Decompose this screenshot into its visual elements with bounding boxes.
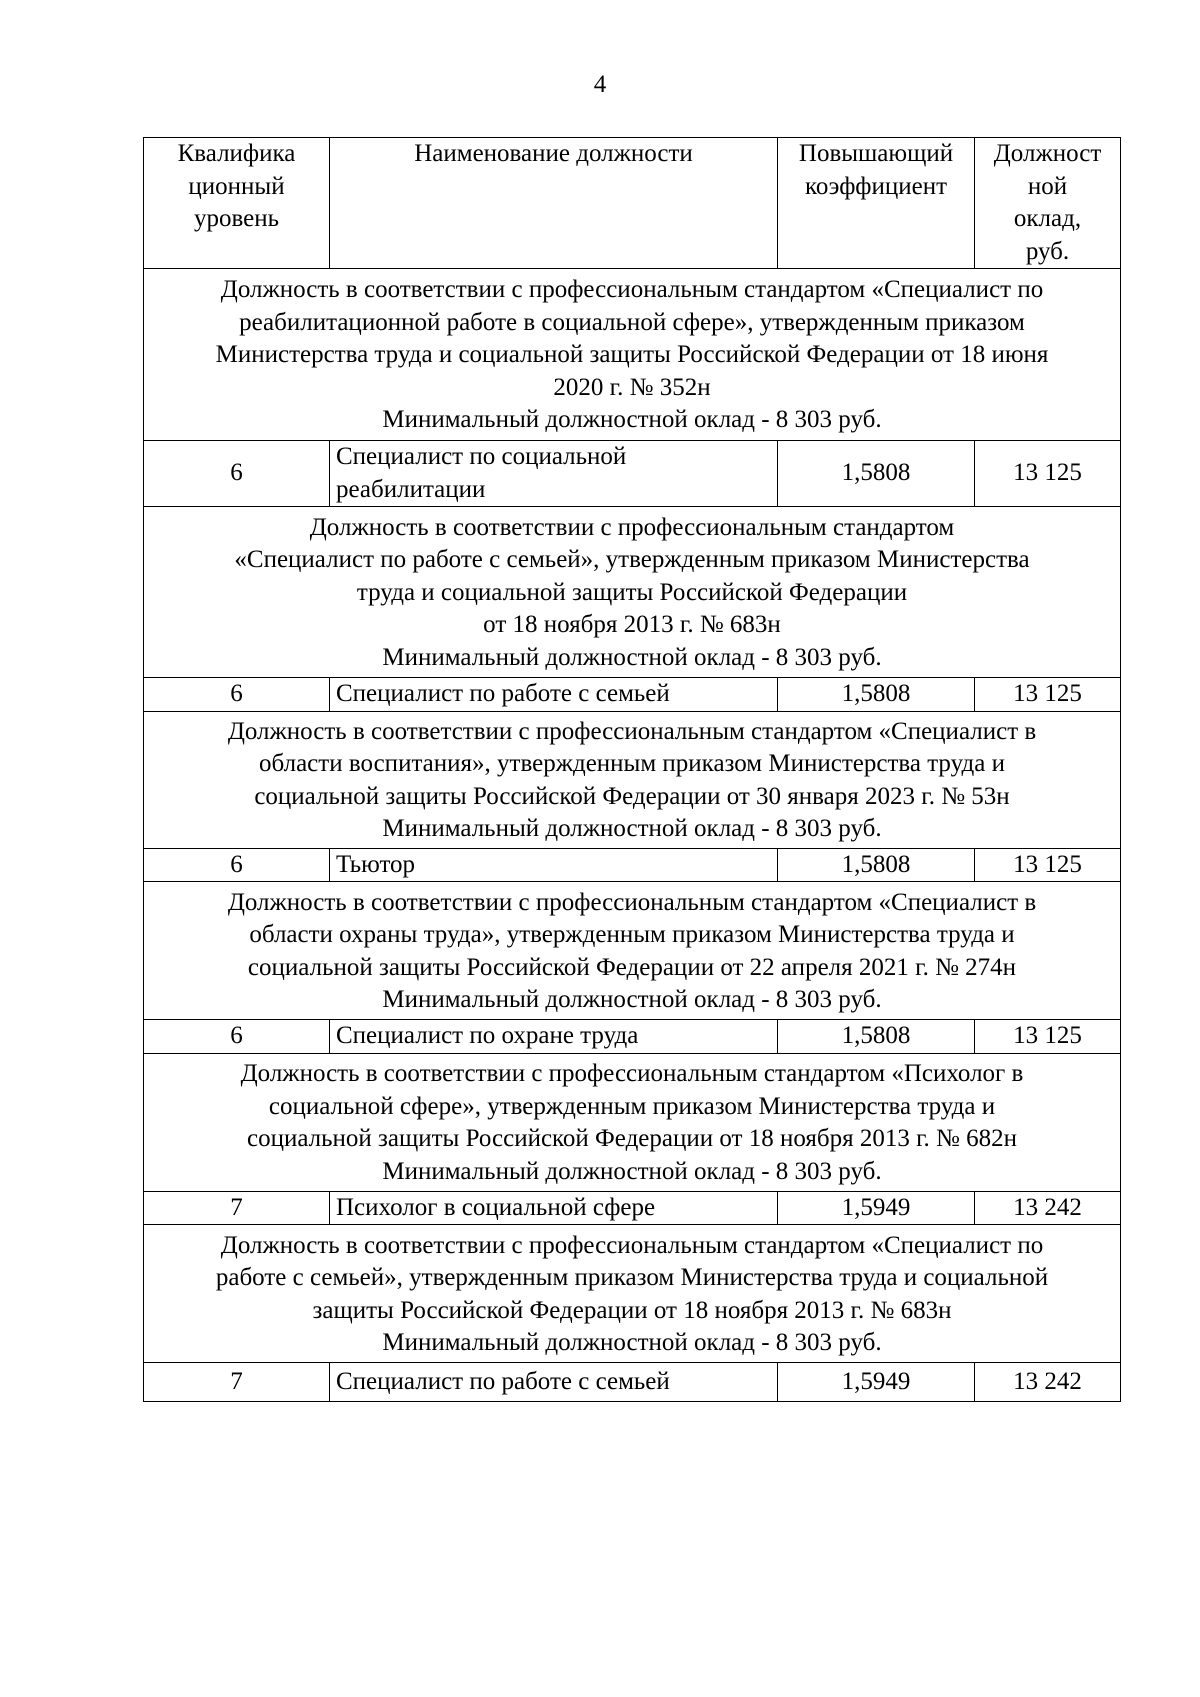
cell-level: 6 — [144, 441, 330, 507]
cell-salary: 13 125 — [975, 848, 1121, 882]
section-header-row — [144, 269, 1121, 441]
section-header: Должность в соответствии с профессиональным стандартом «Специалист в области охраны труда», утвержденным приказом Министерства труда и социальной защиты Российской Федерации от 22 апреля 2021 г. № 274н Минимальный должностной оклад - 8 303 руб. — [144, 882, 1121, 1020]
cell-position: Специалист по социальной реабилитации — [330, 441, 778, 507]
table-row — [144, 441, 1121, 507]
cell-level: 6 — [144, 848, 330, 882]
header-position-name: Наименование должности — [330, 138, 778, 269]
cell-coefficient: 1,5808 — [778, 848, 975, 882]
cell-level: 7 — [144, 1191, 330, 1225]
cell-salary: 13 125 — [975, 441, 1121, 507]
cell-position: Специалист по охране труда — [330, 1020, 778, 1054]
header-qualification-level: Квалифика ционный уровень — [144, 138, 330, 269]
salary-table — [143, 137, 1121, 1402]
cell-coefficient: 1,5949 — [778, 1363, 975, 1402]
cell-position: Специалист по работе с семьей — [330, 1363, 778, 1402]
cell-salary: 13 242 — [975, 1191, 1121, 1225]
cell-position: Специалист по работе с семьей — [330, 678, 778, 712]
cell-coefficient: 1,5949 — [778, 1191, 975, 1225]
header-salary: Должност ной оклад, руб. — [975, 138, 1121, 269]
table-row — [144, 848, 1121, 882]
cell-level: 6 — [144, 678, 330, 712]
section-header: Должность в соответствии с профессиональным стандартом «Специалист в области воспитания», утвержденным приказом Министерства труда и социальной защиты Российской Федерации от 30 января 2023 г. № 53н Минимальный должностной оклад - 8 303 руб. — [144, 711, 1121, 848]
section-header-row — [144, 711, 1121, 848]
cell-position: Тьютор — [330, 848, 778, 882]
cell-level: 6 — [144, 1020, 330, 1054]
cell-position: Психолог в социальной сфере — [330, 1191, 778, 1225]
table-row — [144, 678, 1121, 712]
section-header: Должность в соответствии с профессиональным стандартом «Психолог в социальной сфере», утвержденным приказом Министерства труда и социальной защиты Российской Федерации от 18 ноября 2013 г. № 682н Минимальный должностной оклад - 8 303 руб. — [144, 1053, 1121, 1191]
section-header: Должность в соответствии с профессиональным стандартом «Специалист по реабилитационной работе в социальной сфере», утвержденным приказом Министерства труда и социальной защиты Российской Федерации от 18 июня 2020 г. № 352н Минимальный должностной оклад - 8 303 руб. — [144, 269, 1121, 441]
cell-salary: 13 242 — [975, 1363, 1121, 1402]
section-header-row — [144, 882, 1121, 1020]
section-header-row — [144, 507, 1121, 678]
cell-salary: 13 125 — [975, 1020, 1121, 1054]
page-number: 4 — [593, 71, 607, 98]
table-header-row — [144, 138, 1121, 269]
table-row — [144, 1020, 1121, 1054]
section-header-row — [144, 1225, 1121, 1363]
cell-coefficient: 1,5808 — [778, 441, 975, 507]
section-header-row — [144, 1053, 1121, 1191]
section-header: Должность в соответствии с профессиональным стандартом «Специалист по работе с семьей», утвержденным приказом Министерства труда и социальной защиты Российской Федерации от 18 ноября 2013 г. № 683н Минимальный должностной оклад - 8 303 руб. — [144, 1225, 1121, 1363]
section-header: Должность в соответствии с профессиональным стандартом «Специалист по работе с семьей», утвержденным приказом Министерства труда и социальной защиты Российской Федерации от 18 ноября 2013 г. № 683н Минимальный должностной оклад - 8 303 руб. — [144, 507, 1121, 678]
cell-coefficient: 1,5808 — [778, 1020, 975, 1054]
cell-salary: 13 125 — [975, 678, 1121, 712]
cell-coefficient: 1,5808 — [778, 678, 975, 712]
table-row — [144, 1363, 1121, 1402]
header-coefficient: Повышающий коэффициент — [778, 138, 975, 269]
table-row — [144, 1191, 1121, 1225]
cell-level: 7 — [144, 1363, 330, 1402]
